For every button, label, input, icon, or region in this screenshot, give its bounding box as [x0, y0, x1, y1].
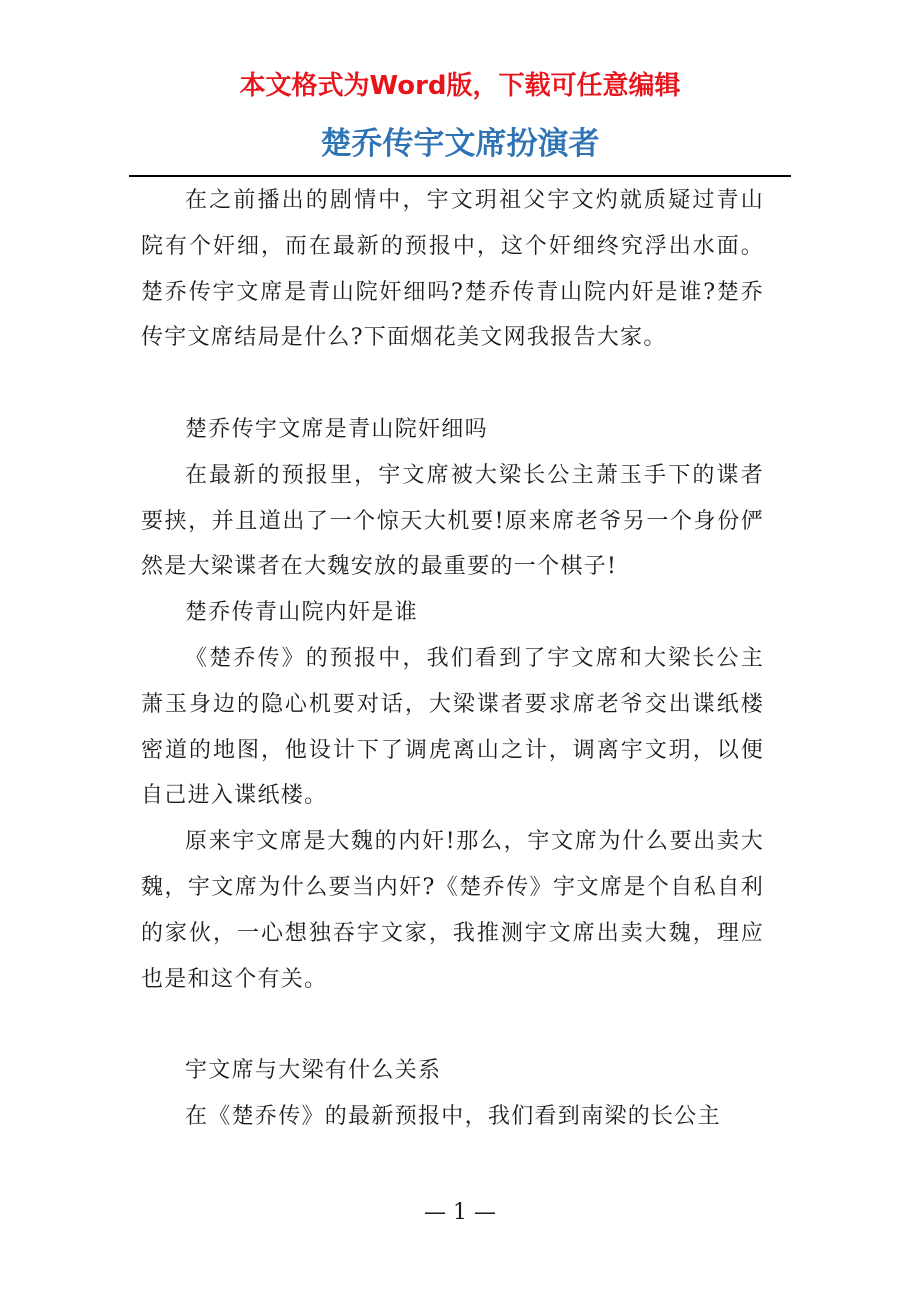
page-number: — 1 — [424, 1200, 496, 1225]
paragraph-spy-answer: 在最新的预报里，宇文席被大梁长公主萧玉手下的谍者要挟，并且道出了一个惊天大机要!原来席老爷另一个身份俨然是大梁谍者在大魏安放的最重要的一个棋子! [141, 462, 764, 580]
format-notice-banner: 本文格式为Word版，下载可任意编辑 [239, 71, 681, 101]
section-heading-liang-relation: 宇文席与大梁有什么关系 [185, 1058, 442, 1084]
document-title: 楚乔传宇文席扮演者 [320, 126, 600, 162]
section-heading-spy-question: 楚乔传宇文席是青山院奸细吗 [185, 416, 488, 442]
title-divider [129, 175, 791, 177]
paragraph-intro: 在之前播出的剧情中，宇文玥祖父宇文灼就质疑过青山院有个奸细，而在最新的预报中，这个奸细终究浮出水面。楚乔传宇文席是青山院奸细吗?楚乔传青山院内奸是谁?楚乔传宇文席结局是什么?下面烟花美文网我报告大家。 [141, 188, 764, 351]
document-body [141, 178, 764, 1140]
paragraph-motive: 原来宇文席是大魏的内奸!那么，宇文席为什么要出卖大魏，宇文席为什么要当内奸?《楚乔传》宇文席是个自私自利的家伙，一心想独吞宇文家，我推测宇文席出卖大魏，理应也是和这个有关。 [141, 829, 764, 992]
paragraph-liang-preview: 在《楚乔传》的最新预报中，我们看到南梁的长公主 [185, 1103, 721, 1129]
section-heading-mole-identity: 楚乔传青山院内奸是谁 [185, 600, 419, 626]
paragraph-preview-dialogue: 《楚乔传》的预报中，我们看到了宇文席和大梁长公主萧玉身边的隐心机要对话，大梁谍者要求席老爷交出谍纸楼密道的地图，他设计下了调虎离山之计，调离宇文玥，以便自己进入谍纸楼。 [141, 645, 764, 809]
